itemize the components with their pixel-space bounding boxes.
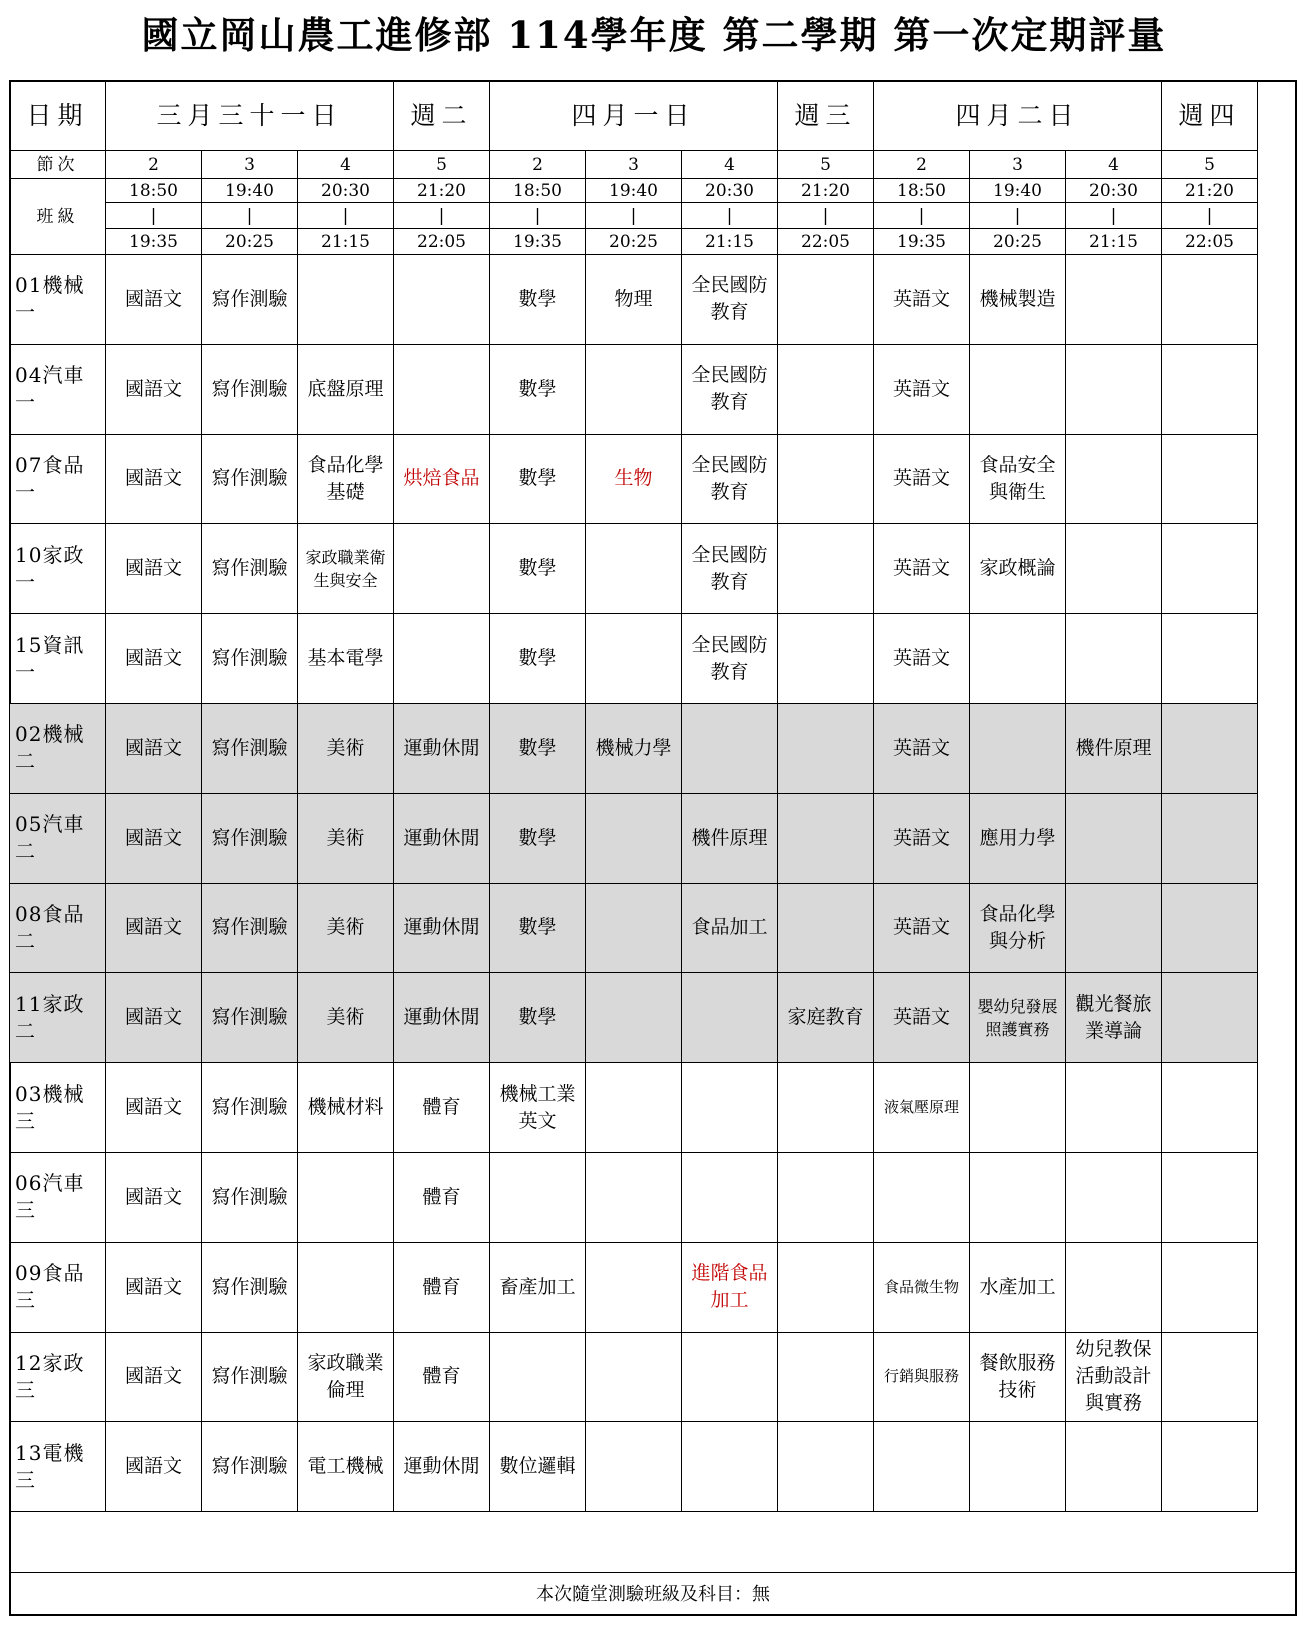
date-day3: 四月二日: [874, 81, 1162, 151]
subject-cell: 英語文: [874, 883, 970, 973]
subject-cell: 國語文: [106, 614, 202, 704]
period-cell: 2: [874, 151, 970, 179]
subject-cell: [778, 1332, 874, 1422]
subject-cell: 英語文: [874, 703, 970, 793]
subject-cell: 全民國防教育: [682, 614, 778, 704]
date-day1: 三月三十一日: [106, 81, 394, 151]
subject-cell: 家政職業倫理: [298, 1332, 394, 1422]
subject-cell: 體育: [394, 1063, 490, 1153]
class-name: 10家政一: [10, 524, 106, 614]
subject-cell: 國語文: [106, 434, 202, 524]
subject-cell: 機件原理: [682, 793, 778, 883]
subject-cell: [970, 1063, 1066, 1153]
subject-cell: [1162, 973, 1258, 1063]
subject-cell: [586, 1242, 682, 1332]
subject-cell: 機件原理: [1066, 703, 1162, 793]
time-end: 22:05: [1162, 229, 1258, 255]
subject-cell: [778, 703, 874, 793]
class-name: 13電機三: [10, 1422, 106, 1512]
subject-cell: 英語文: [874, 255, 970, 345]
subject-cell: 數學: [490, 434, 586, 524]
subject-cell: 食品化學與分析: [970, 883, 1066, 973]
subject-cell: [394, 524, 490, 614]
time-start: 18:50: [874, 179, 970, 203]
class-name: 05汽車二: [10, 793, 106, 883]
subject-cell: 美術: [298, 703, 394, 793]
class-name: 12家政三: [10, 1332, 106, 1422]
subject-cell: 運動休閒: [394, 793, 490, 883]
subject-cell: 機械材料: [298, 1063, 394, 1153]
period-cell: 5: [1162, 151, 1258, 179]
period-cell: 4: [682, 151, 778, 179]
time-end: 21:15: [298, 229, 394, 255]
subject-cell: 運動休閒: [394, 703, 490, 793]
subject-cell: 國語文: [106, 524, 202, 614]
period-cell: 5: [778, 151, 874, 179]
subject-cell: [1162, 1242, 1258, 1332]
time-end: 19:35: [874, 229, 970, 255]
subject-cell: 寫作測驗: [202, 1152, 298, 1242]
subject-cell: 機械力學: [586, 703, 682, 793]
subject-cell: [1162, 344, 1258, 434]
subject-cell: 餐飲服務技術: [970, 1332, 1066, 1422]
time-start-row: [10, 179, 1258, 203]
subject-cell: [298, 255, 394, 345]
subject-cell: 美術: [298, 793, 394, 883]
subject-cell: [778, 1063, 874, 1153]
subject-cell: 電工機械: [298, 1422, 394, 1512]
time-sep: |: [490, 203, 586, 229]
subject-cell: [1066, 1422, 1162, 1512]
subject-cell: [586, 614, 682, 704]
time-end: 21:15: [1066, 229, 1162, 255]
subject-cell: [1162, 524, 1258, 614]
subject-cell: 家政概論: [970, 524, 1066, 614]
subject-cell: 國語文: [106, 973, 202, 1063]
subject-cell: [778, 883, 874, 973]
subject-cell: [874, 1422, 970, 1512]
subject-cell: 全民國防教育: [682, 434, 778, 524]
subject-cell: [970, 1422, 1066, 1512]
subject-cell: 畜產加工: [490, 1242, 586, 1332]
subject-cell: 數位邏輯: [490, 1422, 586, 1512]
class-name: 03機械三: [10, 1063, 106, 1153]
subject-cell: [298, 1242, 394, 1332]
period-cell: 4: [1066, 151, 1162, 179]
subject-cell: 家庭教育: [778, 973, 874, 1063]
period-cell: 4: [298, 151, 394, 179]
subject-cell: 食品安全與衛生: [970, 434, 1066, 524]
table-row: [10, 1422, 1258, 1512]
class-label: 班級: [10, 179, 106, 255]
time-sep: |: [394, 203, 490, 229]
period-cell: 2: [490, 151, 586, 179]
class-name: 11家政二: [10, 973, 106, 1063]
table-row: [10, 703, 1258, 793]
time-sep: |: [106, 203, 202, 229]
time-start: 21:20: [1162, 179, 1258, 203]
subject-cell: 機械製造: [970, 255, 1066, 345]
subject-cell: 英語文: [874, 793, 970, 883]
time-end: 20:25: [970, 229, 1066, 255]
exam-schedule-table: [9, 80, 1258, 1512]
time-sep: |: [1162, 203, 1258, 229]
weekday-day2: 週三: [778, 81, 874, 151]
subject-cell: [586, 973, 682, 1063]
time-sep: |: [202, 203, 298, 229]
subject-cell: [970, 614, 1066, 704]
subject-cell: 數學: [490, 883, 586, 973]
class-name: 07食品一: [10, 434, 106, 524]
time-start: 19:40: [970, 179, 1066, 203]
date-header-row: [10, 81, 1258, 151]
time-sep: |: [298, 203, 394, 229]
time-end: 22:05: [778, 229, 874, 255]
subject-cell: [586, 344, 682, 434]
period-cell: 3: [202, 151, 298, 179]
subject-cell: 寫作測驗: [202, 255, 298, 345]
subject-cell: [778, 1152, 874, 1242]
subject-cell: [1162, 1152, 1258, 1242]
subject-cell: [682, 1063, 778, 1153]
class-name: 04汽車一: [10, 344, 106, 434]
subject-cell: [682, 703, 778, 793]
subject-cell: [778, 614, 874, 704]
subject-cell: [874, 1152, 970, 1242]
period-cell: 2: [106, 151, 202, 179]
subject-cell: 英語文: [874, 973, 970, 1063]
subject-cell: 國語文: [106, 255, 202, 345]
subject-cell: 國語文: [106, 1422, 202, 1512]
subject-cell: 寫作測驗: [202, 703, 298, 793]
date-label: 日期: [10, 81, 106, 151]
subject-cell: 英語文: [874, 524, 970, 614]
subject-cell: [682, 1422, 778, 1512]
time-sep: |: [682, 203, 778, 229]
class-name: 01機械一: [10, 255, 106, 345]
subject-cell: [778, 344, 874, 434]
subject-cell: [970, 1152, 1066, 1242]
subject-cell: [1066, 614, 1162, 704]
time-end: 19:35: [106, 229, 202, 255]
time-end-row: [10, 229, 1258, 255]
subject-cell: 觀光餐旅業導論: [1066, 973, 1162, 1063]
subject-cell: 基本電學: [298, 614, 394, 704]
subject-cell: 國語文: [106, 1332, 202, 1422]
subject-cell: [1066, 434, 1162, 524]
subject-cell: [394, 344, 490, 434]
class-name: 02機械二: [10, 703, 106, 793]
period-cell: 5: [394, 151, 490, 179]
time-start: 18:50: [106, 179, 202, 203]
subject-cell: 數學: [490, 524, 586, 614]
time-sep: |: [874, 203, 970, 229]
date-day2: 四月一日: [490, 81, 778, 151]
table-row: [10, 1152, 1258, 1242]
subject-cell: 國語文: [106, 1063, 202, 1153]
subject-cell: 寫作測驗: [202, 344, 298, 434]
subject-cell: [1162, 1422, 1258, 1512]
page-title: 國立岡山農工進修部 114學年度 第二學期 第一次定期評量: [141, 13, 1167, 57]
subject-cell: 水產加工: [970, 1242, 1066, 1332]
subject-cell: [778, 434, 874, 524]
subject-cell: [586, 1332, 682, 1422]
subject-cell: [586, 1422, 682, 1512]
subject-cell: [298, 1152, 394, 1242]
table-row: [10, 883, 1258, 973]
subject-cell: 數學: [490, 614, 586, 704]
subject-cell: 生物: [586, 434, 682, 524]
subject-cell: 國語文: [106, 344, 202, 434]
subject-cell: [1162, 614, 1258, 704]
time-end: 19:35: [490, 229, 586, 255]
subject-cell: [1066, 524, 1162, 614]
subject-cell: 體育: [394, 1332, 490, 1422]
time-start: 20:30: [682, 179, 778, 203]
subject-cell: [394, 614, 490, 704]
subject-cell: 數學: [490, 255, 586, 345]
subject-cell: [490, 1332, 586, 1422]
subject-cell: [970, 344, 1066, 434]
table-row: [10, 255, 1258, 345]
subject-cell: 進階食品加工: [682, 1242, 778, 1332]
weekday-day1: 週二: [394, 81, 490, 151]
subject-cell: 國語文: [106, 1242, 202, 1332]
subject-cell: 數學: [490, 793, 586, 883]
subject-cell: 寫作測驗: [202, 614, 298, 704]
subject-cell: [682, 1152, 778, 1242]
subject-cell: 國語文: [106, 883, 202, 973]
period-cell: 3: [970, 151, 1066, 179]
period-row: [10, 151, 1258, 179]
table-row: [10, 614, 1258, 704]
table-row: [10, 1063, 1258, 1153]
subject-cell: 運動休閒: [394, 1422, 490, 1512]
subject-cell: 底盤原理: [298, 344, 394, 434]
quiz-note: 本次隨堂測驗班級及科目：無: [9, 1572, 1297, 1617]
subject-cell: [778, 524, 874, 614]
subject-cell: 寫作測驗: [202, 1422, 298, 1512]
time-sep: |: [586, 203, 682, 229]
subject-cell: 寫作測驗: [202, 973, 298, 1063]
subject-cell: 家政職業衛生與安全: [298, 524, 394, 614]
time-start: 21:20: [394, 179, 490, 203]
subject-cell: 全民國防教育: [682, 344, 778, 434]
time-end: 20:25: [586, 229, 682, 255]
subject-cell: 寫作測驗: [202, 1063, 298, 1153]
subject-cell: [778, 1422, 874, 1512]
class-name: 09食品三: [10, 1242, 106, 1332]
table-row: [10, 1332, 1258, 1422]
subject-cell: [1066, 1242, 1162, 1332]
time-sep: |: [970, 203, 1066, 229]
subject-cell: 食品加工: [682, 883, 778, 973]
subject-cell: [490, 1152, 586, 1242]
time-start: 21:20: [778, 179, 874, 203]
subject-cell: [970, 703, 1066, 793]
subject-cell: 英語文: [874, 614, 970, 704]
subject-cell: 體育: [394, 1242, 490, 1332]
subject-cell: 美術: [298, 883, 394, 973]
subject-cell: 數學: [490, 344, 586, 434]
time-end: 22:05: [394, 229, 490, 255]
subject-cell: 應用力學: [970, 793, 1066, 883]
table-row: [10, 1242, 1258, 1332]
subject-cell: [1162, 883, 1258, 973]
subject-cell: 寫作測驗: [202, 434, 298, 524]
period-cell: 3: [586, 151, 682, 179]
time-sep: |: [778, 203, 874, 229]
subject-cell: 液氣壓原理: [874, 1063, 970, 1153]
table-row: [10, 344, 1258, 434]
time-start: 19:40: [202, 179, 298, 203]
subject-cell: 寫作測驗: [202, 524, 298, 614]
subject-cell: [1162, 703, 1258, 793]
subject-cell: 寫作測驗: [202, 1242, 298, 1332]
subject-cell: [586, 1063, 682, 1153]
subject-cell: [1066, 793, 1162, 883]
time-start: 18:50: [490, 179, 586, 203]
subject-cell: 嬰幼兒發展照護實務: [970, 973, 1066, 1063]
table-row: [10, 973, 1258, 1063]
table-row: [10, 434, 1258, 524]
subject-cell: 英語文: [874, 344, 970, 434]
period-label: 節次: [10, 151, 106, 179]
class-name: 08食品二: [10, 883, 106, 973]
subject-cell: 英語文: [874, 434, 970, 524]
subject-cell: [1162, 434, 1258, 524]
subject-cell: [586, 793, 682, 883]
weekday-day3: 週四: [1162, 81, 1258, 151]
subject-cell: 運動休閒: [394, 883, 490, 973]
subject-cell: [394, 255, 490, 345]
subject-cell: [586, 1152, 682, 1242]
subject-cell: [778, 793, 874, 883]
subject-cell: 寫作測驗: [202, 883, 298, 973]
subject-cell: 運動休閒: [394, 973, 490, 1063]
table-row: [10, 793, 1258, 883]
subject-cell: [682, 1332, 778, 1422]
time-start: 20:30: [298, 179, 394, 203]
subject-cell: [1066, 344, 1162, 434]
subject-cell: [586, 883, 682, 973]
subject-cell: [1162, 793, 1258, 883]
subject-cell: [1066, 255, 1162, 345]
subject-cell: 全民國防教育: [682, 524, 778, 614]
table-row: [10, 524, 1258, 614]
subject-cell: [1066, 883, 1162, 973]
subject-cell: 食品化學基礎: [298, 434, 394, 524]
time-sep: |: [1066, 203, 1162, 229]
subject-cell: 國語文: [106, 793, 202, 883]
subject-cell: 寫作測驗: [202, 793, 298, 883]
subject-cell: [778, 255, 874, 345]
subject-cell: [1066, 1063, 1162, 1153]
subject-cell: 食品微生物: [874, 1242, 970, 1332]
subject-cell: 物理: [586, 255, 682, 345]
time-start: 19:40: [586, 179, 682, 203]
subject-cell: [1162, 1332, 1258, 1422]
subject-cell: 行銷與服務: [874, 1332, 970, 1422]
class-name: 15資訊一: [10, 614, 106, 704]
subject-cell: 機械工業英文: [490, 1063, 586, 1153]
subject-cell: [1162, 1063, 1258, 1153]
subject-cell: 全民國防教育: [682, 255, 778, 345]
subject-cell: 幼兒教保活動設計與實務: [1066, 1332, 1162, 1422]
subject-cell: 烘焙食品: [394, 434, 490, 524]
subject-cell: 美術: [298, 973, 394, 1063]
time-start: 20:30: [1066, 179, 1162, 203]
subject-cell: 國語文: [106, 1152, 202, 1242]
subject-cell: 寫作測驗: [202, 1332, 298, 1422]
class-name: 06汽車三: [10, 1152, 106, 1242]
subject-cell: 數學: [490, 703, 586, 793]
time-end: 20:25: [202, 229, 298, 255]
time-sep-row: [10, 203, 1258, 229]
subject-cell: 國語文: [106, 703, 202, 793]
subject-cell: 體育: [394, 1152, 490, 1242]
subject-cell: [682, 973, 778, 1063]
subject-cell: [778, 1242, 874, 1332]
subject-cell: [586, 524, 682, 614]
time-end: 21:15: [682, 229, 778, 255]
subject-cell: [1066, 1152, 1162, 1242]
subject-cell: [1162, 255, 1258, 345]
subject-cell: 數學: [490, 973, 586, 1063]
